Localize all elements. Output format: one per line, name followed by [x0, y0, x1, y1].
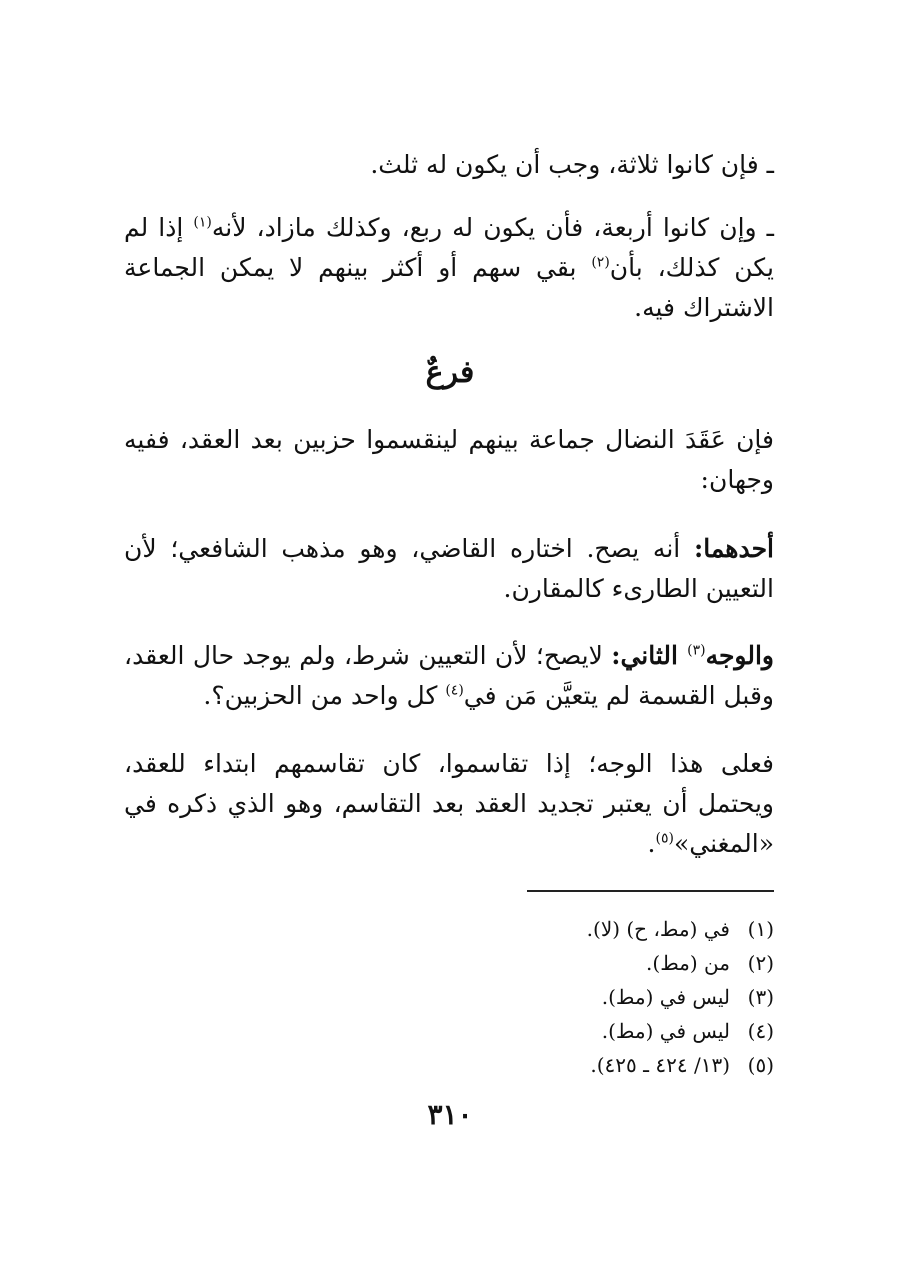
paragraph-1 — [124, 145, 774, 185]
paragraph-6-end: . — [647, 829, 656, 858]
paragraph-5-lead: والوجه — [705, 641, 774, 670]
footnote-text: (١٣/ ٤٢٤ ـ ٤٢٥). — [590, 1053, 730, 1077]
paragraph-3 — [124, 420, 774, 500]
footnote-number: (١) — [747, 917, 774, 941]
footnote-ref-2: (٢) — [591, 254, 610, 271]
paragraph-3-text: فإن عَقَدَ النضال جماعة بينهم لينقسموا حزبين بعد العقد، ففيه وجهان: — [124, 425, 774, 494]
footnote-number: (٥) — [747, 1053, 774, 1077]
paragraph-5-text-b: كل واحد من الحزبين؟. — [203, 681, 446, 710]
page-number: ٣١٠ — [427, 1098, 473, 1131]
paragraph-2-text-a: ـ وإن كانوا أربعة، فأن يكون له ربع، وكذلك مازاد، لأنه — [211, 213, 774, 242]
paragraph-6-text: فعلى هذا الوجه؛ إذا تقاسموا، كان تقاسمهم ابتداء للعقد، ويحتمل أن يعتبر تجديد العقد بعد التقاسم، وهو الذي ذكره في «المغني» — [124, 749, 774, 858]
paragraph-1-text: ـ فإن كانوا ثلاثة، وجب أن يكون له ثلث. — [370, 150, 774, 179]
footnote-number: (٢) — [747, 951, 774, 975]
footnote-text: ليس في (مط). — [601, 985, 730, 1009]
paragraph-2 — [124, 208, 774, 328]
paragraph-6 — [124, 744, 774, 864]
footnote-item — [374, 980, 774, 1014]
footnote-number: (٤) — [747, 1019, 774, 1043]
section-heading: فرعٌ — [425, 355, 475, 390]
footnote-ref-1: (١) — [193, 214, 212, 231]
footnote-item — [374, 1014, 774, 1048]
footnote-text: في (مط، ح) (لا). — [586, 917, 730, 941]
paragraph-5-text-a: لايصح؛ لأن التعيين شرط، ولم يوجد حال العقد، وقبل القسمة لم يتعيَّن مَن في — [124, 641, 774, 710]
paragraph-2-text-c: بقي سهم أو أكثر بينهم لا يمكن الجماعة الاشتراك فيه. — [124, 253, 774, 322]
paragraph-4-text: أنه يصح. اختاره القاضي، وهو مذهب الشافعي؛ لأن التعيين الطارىء كالمقارن. — [124, 534, 774, 603]
footnote-number: (٣) — [747, 985, 774, 1009]
footnote-item — [374, 1048, 774, 1082]
paragraph-4-lead: أحدهما: — [693, 534, 774, 563]
footnote-item — [374, 912, 774, 946]
footnote-ref-3: (٣) — [687, 642, 706, 659]
footnote-item — [374, 946, 774, 980]
paragraph-4 — [124, 529, 774, 609]
footnote-list — [374, 912, 774, 1082]
footnote-text: من (مط). — [646, 951, 730, 975]
paragraph-5-lead-2: الثاني: — [611, 641, 688, 670]
footnote-divider — [527, 890, 774, 892]
footnote-ref-5: (٥) — [655, 830, 674, 847]
footnote-text: ليس في (مط). — [601, 1019, 730, 1043]
footnote-ref-4: (٤) — [445, 682, 464, 699]
paragraph-2-text-b: إذا لم يكن كذلك، بأن — [124, 213, 774, 282]
paragraph-5 — [124, 636, 774, 716]
